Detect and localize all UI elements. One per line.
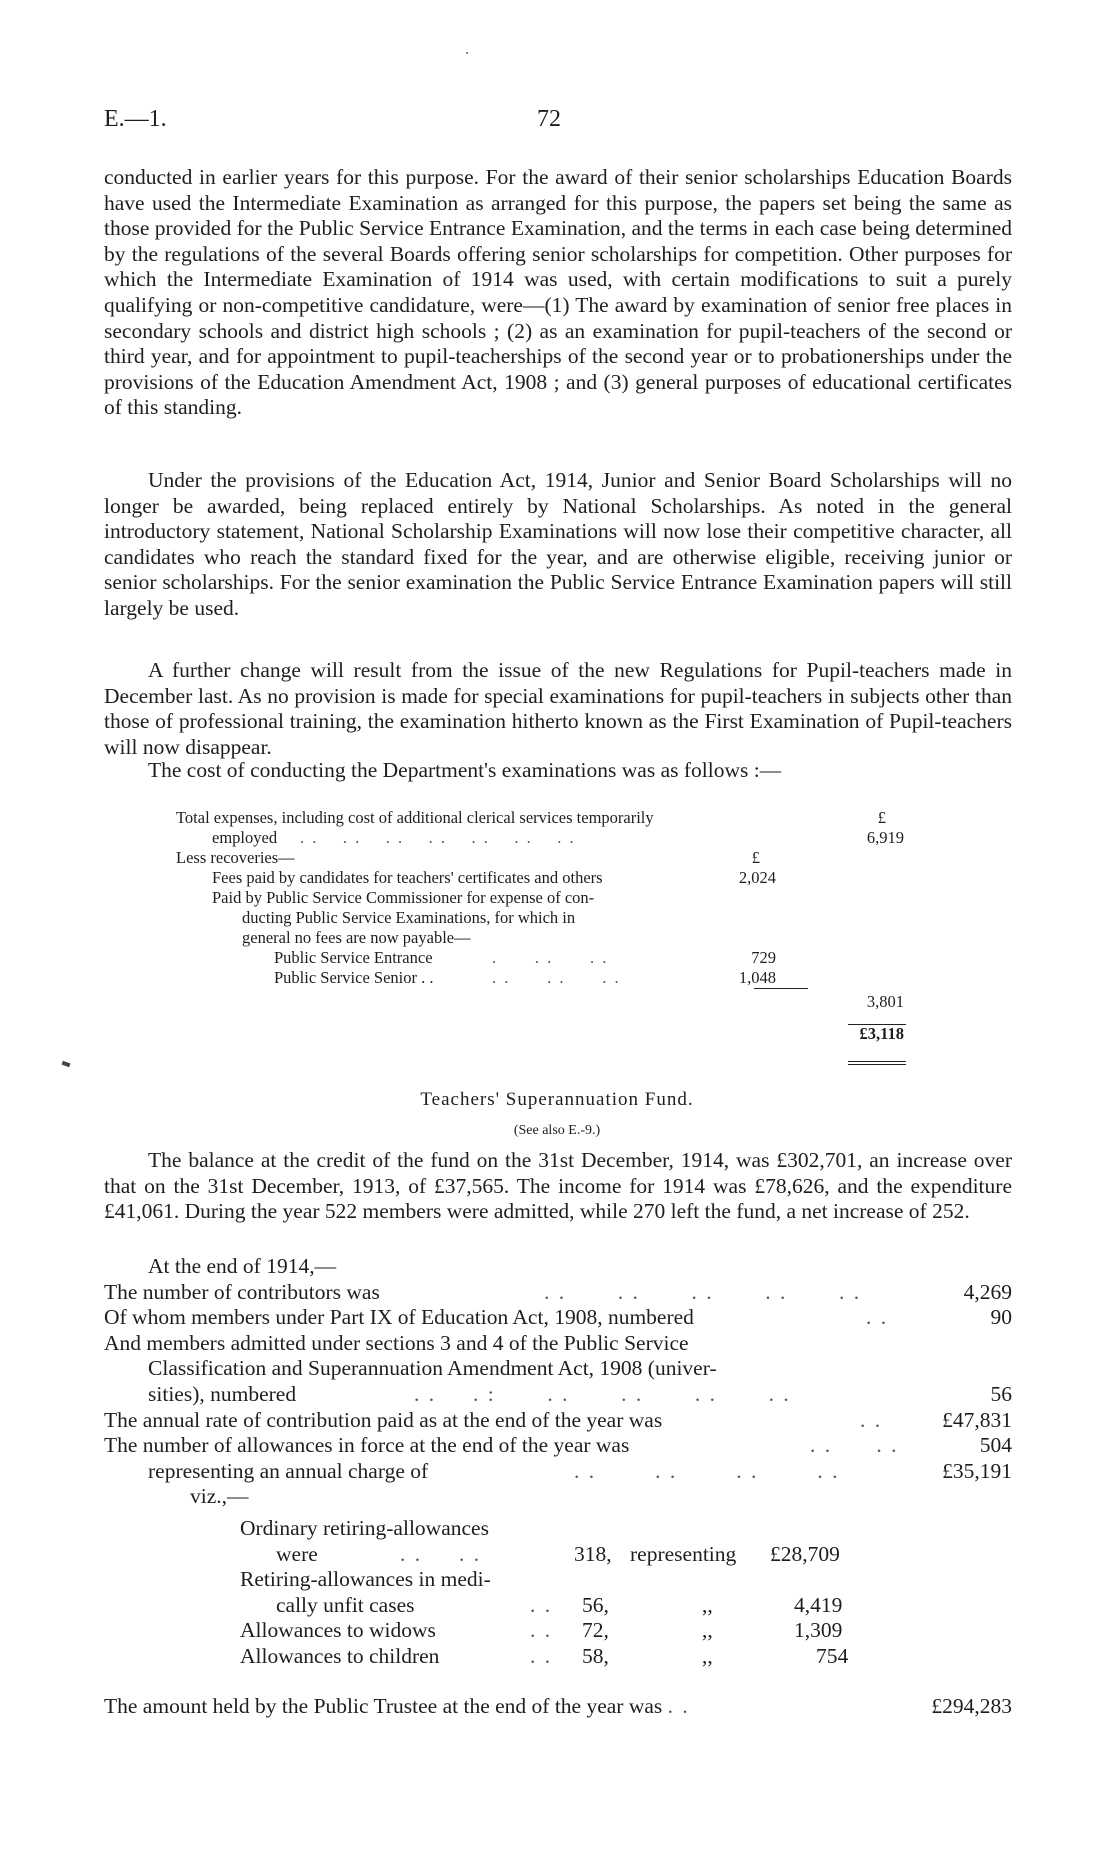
stats-row [104,1484,1012,1510]
leader-dots: . . . . . [492,948,609,967]
sections-label-3: sities), numbered [148,1381,297,1406]
senior-label: Public Service Senior . . [274,968,434,987]
contributors-value: 4,269 [963,1279,1012,1304]
part9-value: 90 [990,1305,1012,1330]
leader-dots: . . [530,1643,553,1668]
stats-row [104,1459,1012,1485]
ditto-mark: ,, [702,1643,713,1668]
stats-row [104,1433,1012,1459]
charge-label: representing an annual charge of [148,1458,429,1483]
subtotal-rule [754,988,808,989]
less-label: Less recoveries— [176,848,295,867]
cost-row [176,828,916,848]
children-amount: 754 [816,1643,849,1668]
stats-list [104,1254,1012,1510]
leader-dots: . . [530,1592,553,1617]
rate-value: £47,831 [942,1407,1012,1432]
stats-row [104,1305,1012,1331]
stats-row [104,1408,1012,1434]
paragraph-5: The balance at the credit of the fund on the 31st December, 1914, was £302,701, an increase over that on the 31st December, 1913, of £37,565. The income for 1914 was £78,626, and the expenditure £41,061. During the year 522 members were admitted, while 270 left the fund, a net increase of 252. [104,1148,1012,1224]
viz-row [240,1542,940,1568]
cost-row [176,808,916,828]
section-heading: Teachers' Superannuation Fund. [420,1089,694,1110]
stats-row [104,1280,1012,1306]
paragraph-4: The cost of conducting the Department's examinations was as follows :— [148,758,782,782]
allowances-value: 504 [979,1433,1012,1458]
paid-label-3: general no fees are now payable— [242,928,471,947]
ordinary-amount: £28,709 [770,1541,840,1566]
trustee-value: £294,283 [931,1694,1012,1718]
double-rule-bottom [848,1064,906,1065]
cost-row [176,928,916,948]
ordinary-count: 318, [574,1541,612,1566]
stats-row [104,1331,1012,1357]
cost-row [176,908,916,928]
part9-label: Of whom members under Part IX of Education Act, 1908, numbered [104,1305,694,1330]
ditto-mark: ,, [702,1618,713,1643]
entrance-value: 729 [751,948,776,967]
paragraph-3: A further change will result from the issue of the new Regulations for Pupil-teachers made in December last. As no provision is made for special examinations for pupil-teachers in subjects other than those of professional training, the examination hitherto known as the First Examination of Pupil-teachers will now disappear. [104,658,1012,759]
leader-dots: . . . . . . . . . . . . . . [300,828,576,847]
cost-row [176,968,916,988]
section-subheading: (See also E.-9.) [513,1123,601,1138]
leader-dots: . . . . [400,1541,482,1566]
sub-currency: £ [751,848,760,867]
leader-dots: . . [530,1618,553,1643]
net-total: £3,118 [859,1024,904,1043]
charge-value: £35,191 [942,1458,1012,1483]
leader-dots: . . . . . . [492,968,621,987]
unfit-label-1: Retiring-allowances in medi- [240,1567,491,1592]
fees-value: 2,024 [738,868,776,887]
leader-dots: . . . : . . . . . . . . [414,1381,791,1406]
viz-row [240,1644,940,1670]
total-value: 6,919 [866,828,904,847]
total-currency: £ [877,808,886,827]
ordinary-label-2: were [276,1541,318,1566]
total-label-2: employed [212,828,278,847]
sections-label-2: Classification and Superannuation Amendment Act, 1908 (univer- [148,1356,717,1381]
leader-dots: . . [866,1305,889,1330]
viz-row [240,1567,940,1593]
double-rule-top [848,1061,906,1062]
contributors-label: The number of contributors was [104,1279,380,1304]
trustee-row [104,1694,1012,1719]
viz-row [240,1618,940,1644]
recoveries-total: 3,801 [866,992,904,1011]
cost-row [176,848,916,868]
cost-row [176,1024,916,1044]
children-label: Allowances to children [240,1643,440,1668]
unfit-label-2: cally unfit cases [276,1592,415,1617]
sections-label-1: And members admitted under sections 3 and 4 of the Public Service [104,1330,689,1355]
stats-row [104,1382,1012,1408]
senior-value: 1,048 [738,968,776,987]
paid-label-2: ducting Public Service Examinations, for which in [242,908,576,927]
cost-row [176,888,916,908]
stats-row [104,1356,1012,1382]
cost-row [176,948,916,968]
widows-amount: 1,309 [794,1618,843,1643]
viz-row [240,1593,940,1619]
widows-label: Allowances to widows [240,1618,436,1643]
paragraph-2: Under the provisions of the Education Act, 1914, Junior and Senior Board Scholarships will no longer be awarded, being replaced entirely by National Scholarships. As noted in the general introductory statement, National Scholarship Examinations will now lose their competitive character, all candidates who reach the standard fixed for the year, and are otherwise eligible, receiving junior or senior scholarships. For the senior examination the Public Service Entrance Examination papers will still largely be used. [104,468,1012,620]
allowances-breakdown [240,1516,940,1670]
paragraph-1: conducted in earlier years for this purpose. For the award of their senior scholarships Education Boards have used the Intermediate Examination as arranged for this purpose, the papers set being the same as those provided for the Public Service Entrance Examination, and the terms in each case being determined by the regulations of the several Boards offering senior scholarships for competition. Other purposes for which the Intermediate Examination of 1914 was used, with certain modifications to suit a purely qualifying or non-competitive candidature, were—(1) The award by examination of senior free places in secondary schools and district high schools ; (2) as an examination for pupil-teachers of the second or third year, and for appointment to pupil-teacherships of the second year or to probationerships under the provisions of the Education Amendment Act, 1908 ; and (3) general purposes of educational certificates of this standing. [104,165,1012,420]
page-number: 72 [537,106,561,132]
document-reference: E.—1. [104,106,167,132]
stats-intro: At the end of 1914,— [148,1254,337,1278]
sections-value: 56 [990,1381,1012,1406]
cost-table [176,808,916,1044]
leader-dots: . . . . . . . . [574,1458,840,1483]
ordinary-label-1: Ordinary retiring-allowances [240,1516,489,1540]
trustee-label: The amount held by the Public Trustee at the end of the year was [104,1694,663,1718]
cost-row [176,868,916,888]
margin-mark [62,1061,71,1067]
total-label-1: Total expenses, including cost of additional clerical services temporarily [176,808,654,827]
allowances-label: The number of allowances in force at the end of the year was [104,1433,630,1458]
paid-label-1: Paid by Public Service Commissioner for expense of con- [212,888,595,907]
unfit-count: 56, [582,1592,609,1617]
ditto-mark: ,, [702,1592,713,1617]
unfit-amount: 4,419 [794,1592,843,1617]
entrance-label: Public Service Entrance [274,948,433,967]
fees-label: Fees paid by candidates for teachers' certificates and others [212,868,603,887]
leader-dots: . . . . [810,1433,899,1458]
representing-word: representing [630,1541,737,1566]
page-speck [466,52,468,54]
leader-dots: . . [860,1407,883,1432]
stats-row [104,1254,1012,1280]
viz-label: viz.,— [190,1484,249,1509]
rate-label: The annual rate of contribution paid as at the end of the year was [104,1407,663,1432]
viz-row [240,1516,940,1542]
widows-count: 72, [582,1618,609,1643]
children-count: 58, [582,1643,609,1668]
cost-row [176,992,916,1012]
leader-dots: . . . . . . . . . . [544,1279,862,1304]
leader-dots: . . [667,1694,690,1718]
